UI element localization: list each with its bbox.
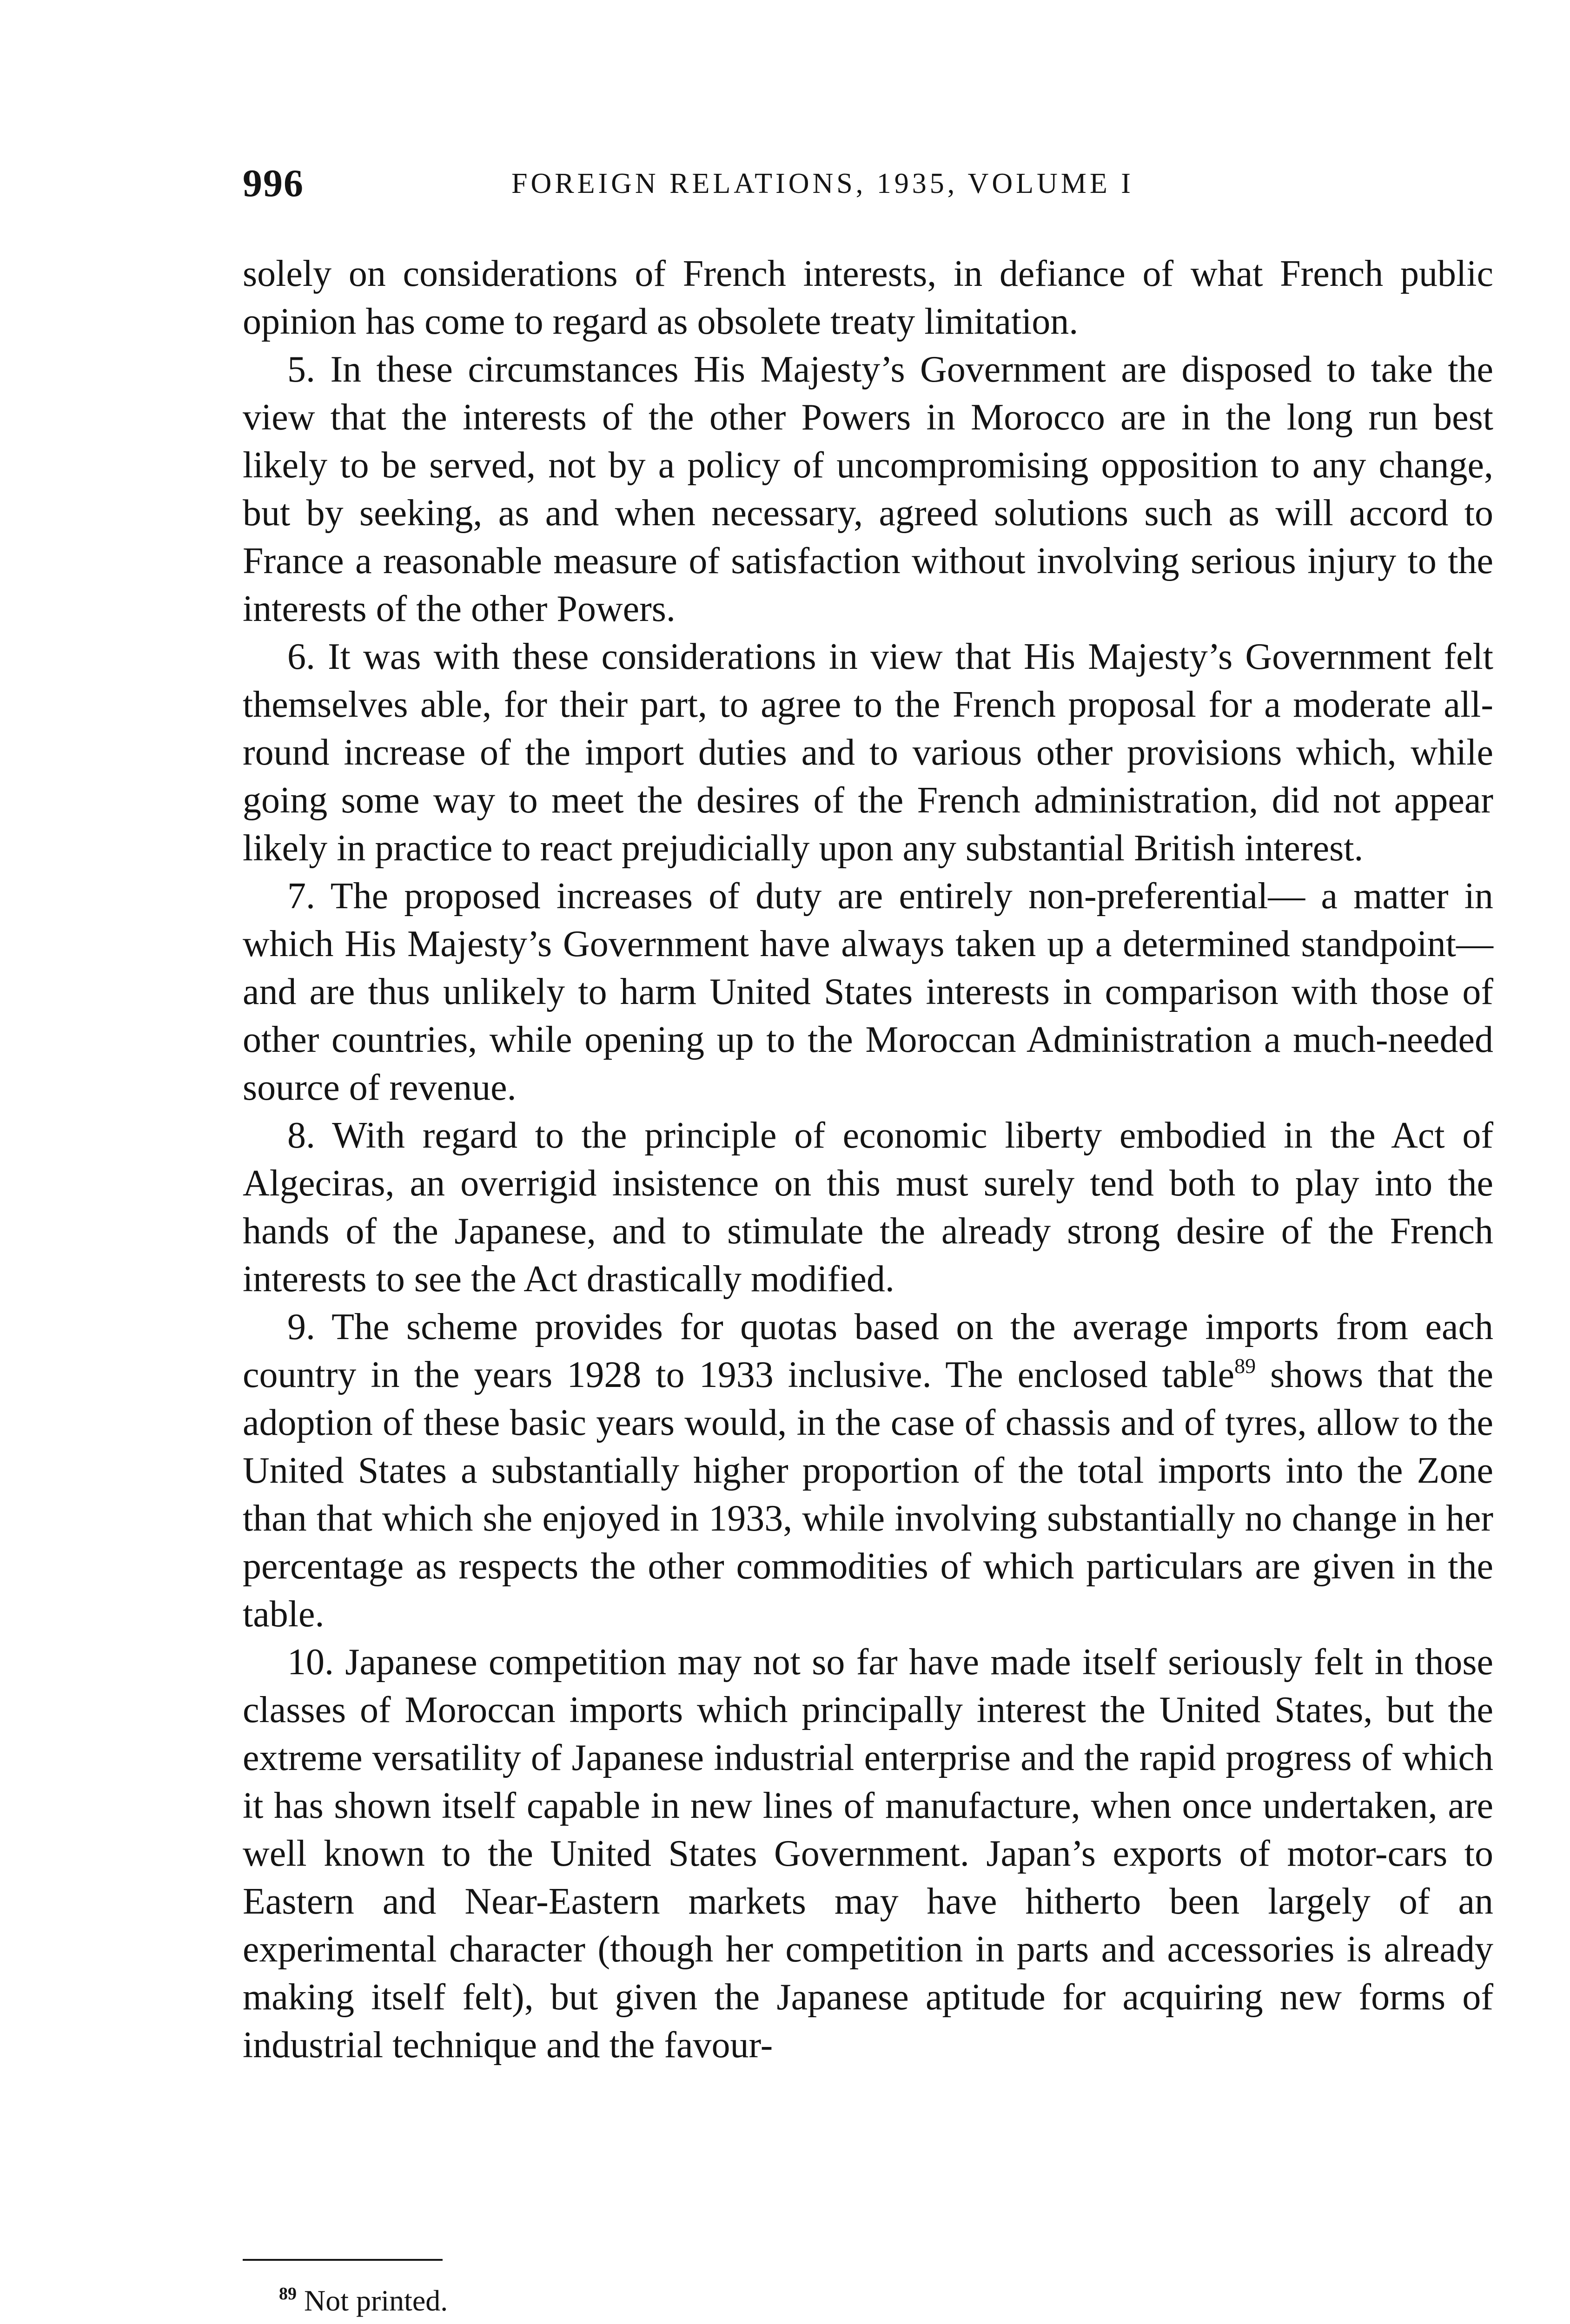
paragraph-6: 6. It was with these considerations in view that His Majesty’s Government felt themselves able, for their part, to agree to the French proposal for a moderate all-round increase of the import duties and to various other provisions which, while going some way to meet the desires of the French administration, did not appear likely in practice to react prejudicially upon any substantial British interest. — [243, 636, 1493, 869]
footnote-text: Not printed. — [304, 2284, 448, 2317]
footnote-marker: 89 — [279, 2284, 297, 2304]
paragraph-10: 10. Japanese competition may not so far have made itself seriously felt in those classes of Moroccan imports which principally interest the United States, but the extreme versatility of Japanese industrial enterprise and the rapid progress of which it has shown itself capable in new lines of manufacture, when once undertaken, are well known to the United States Government. Japan’s exports of motor-cars to Eastern and Near-Eastern markets may have hitherto been largely of an experimental character (though her competition in parts and accessories is already making itself felt), but given the Japanese aptitude for acquiring new forms of industrial technique and the favour- — [243, 1642, 1493, 2066]
footnote-divider — [243, 2259, 443, 2261]
page-number: 996 — [243, 162, 304, 205]
footnote-reference: 89 — [1234, 1354, 1256, 1378]
paragraph-continued: solely on considerations of French interests, in defiance of what French public opinion has come to regard as obsolete treaty limitation. — [243, 253, 1493, 342]
paragraph-9 — [243, 1303, 1493, 1638]
paragraph-9-text-before: 9. The scheme provides for quotas based on the average imports from each country in the years 1928 to 1933 inclusive. The enclosed table — [243, 1307, 1493, 1395]
paragraph-5: 5. In these circumstances His Majesty’s Government are disposed to take the view that the interests of the other Powers in Morocco are in the long run best likely to be served, not by a policy of uncompromising opposition to any change, but by seeking, as and when necessary, agreed solutions such as will accord to France a reasonable measure of satisfaction without involving serious injury to the interests of the other Powers. — [243, 349, 1493, 629]
paragraph-8: 8. With regard to the principle of economic liberty embodied in the Act of Algeciras, an overrigid insistence on this must surely tend both to play into the hands of the Japanese, and to stimulate the already strong desire of the French interests to see the Act drastically modified. — [243, 1115, 1493, 1300]
paragraph-9-text-after: shows that the adoption of these basic years would, in the case of chassis and of tyres, allow to the United States a substantially higher proportion of the total imports into the Zone than that which she enjoyed in 1933, while involving substantially no change in her percentage as respects the other commodities of which particulars are given in the table. — [243, 1354, 1493, 1635]
paragraph-7: 7. The proposed increases of duty are entirely non-preferential— a matter in which His Majesty’s Government have always taken up a determined standpoint—and are thus unlikely to harm United States interests in comparison with those of other countries, while opening up to the Moroccan Administration a much-needed source of revenue. — [243, 876, 1493, 1108]
running-head: FOREIGN RELATIONS, 1935, VOLUME I — [511, 168, 1134, 199]
footnote — [279, 2280, 448, 2322]
page-header — [243, 158, 1498, 209]
body-text — [243, 250, 1493, 2069]
